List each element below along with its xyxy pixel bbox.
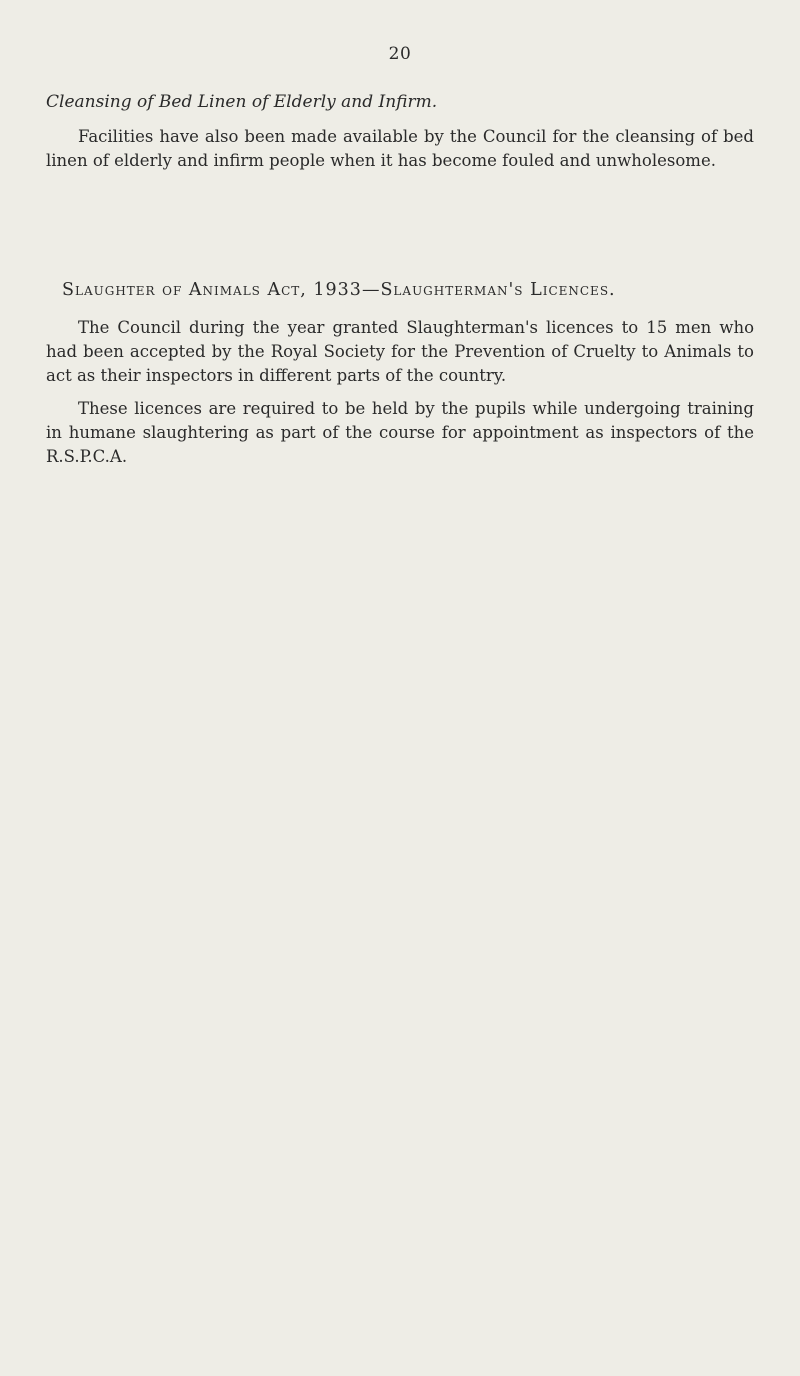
paragraph: The Council during the year granted Slaughterman's licences to 15 men who had been accepted by the Royal Society for the Prevention of Cruelty to Animals to act as their inspectors in different parts of the country.	[46, 318, 754, 385]
section-heading: Cleansing of Bed Linen of Elderly and Infirm.	[46, 92, 438, 112]
section-bed-linen	[46, 90, 754, 173]
section-heading: Slaughter of Animals Act, 1933—Slaughterman's Licences.	[62, 280, 616, 300]
paragraph: These licences are required to be held by the pupils while undergoing training in humane slaughtering as part of the course for appointment as inspectors of the R.S.P.C.A.	[46, 399, 754, 466]
paragraph: Facilities have also been made available by the Council for the cleansing of bed linen of elderly and infirm people when it has become fouled and unwholesome.	[46, 127, 754, 170]
page-number: 20	[388, 44, 412, 64]
section-slaughter-act	[46, 278, 754, 469]
